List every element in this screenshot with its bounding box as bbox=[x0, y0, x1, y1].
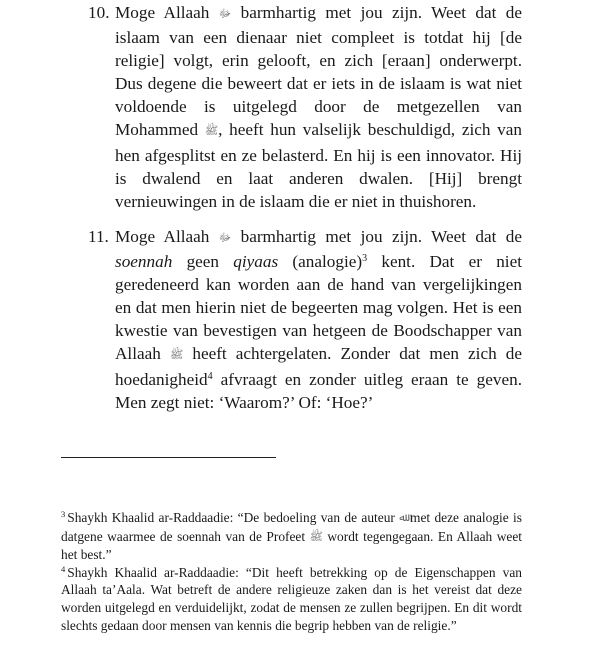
honorific-icon: ﷺ bbox=[204, 125, 219, 138]
text-segment: Shaykh Khaalid ar-Raddaadie: “Dit heeft betrekking op de Eigenschappen van Allaah ta’Aala. Wat betreft de andere religieuze zaken dan is het vereist dat deze worden uitgelegd en verduidelijkt, zodat de mensen ze zullen begrijpen. En dit wordt slechts gedaan door mensen van kennis die begrip hebben van de religie.” bbox=[61, 564, 522, 633]
footnote-4 bbox=[61, 564, 522, 634]
text-segment: met deze analogie is datgene waarmee de soennah van de Profeet bbox=[61, 510, 522, 544]
text-segment: afvraagt en zonder uitleg eraan te geven. Men zegt niet: ‘Waarom?’ Of: ‘Hoe?’ bbox=[115, 369, 523, 412]
text-segment: geen bbox=[186, 252, 220, 272]
footnote-ref-4[interactable]: 4 bbox=[207, 370, 213, 382]
item-text bbox=[115, 1, 522, 213]
text-segment: barmhartig met jou zijn. Weet dat de islaam van een dienaar niet compleet is totdat hij [de religie] volgt, erin gelooft, en zich [eraan] onderwerpt. Dus degene die beweert dat er iets in de islaam is wat niet voldoende is uitgelegd door de metgezellen van Mohammed bbox=[115, 3, 523, 140]
footnote-divider bbox=[61, 457, 276, 458]
item-number: 10. bbox=[88, 3, 110, 22]
text-segment: barmhartig met jou zijn. Weet dat de bbox=[240, 227, 523, 246]
text-segment: Moge Allaah bbox=[115, 227, 210, 246]
text-segment: kent. Dat er niet geredeneerd kan worden aan de hand van vergelijkingen en dat men hierin niet de begeerten mag volgen. Het is een kwestie van bevestigen van hetgeen de Boodschapper van Allaah bbox=[115, 252, 522, 364]
list-item-11 bbox=[88, 225, 522, 414]
footnote-ref-3[interactable]: 3 bbox=[362, 253, 368, 265]
text-segment: Shaykh Khaalid ar-Raddaadie: “De bedoeling van de auteur bbox=[67, 510, 395, 525]
honorific-icon: ﷻ bbox=[218, 232, 232, 244]
honorific-icon: ﷻ bbox=[218, 8, 232, 20]
honorific-icon: ﷲ bbox=[399, 512, 406, 524]
text-segment: (analogie) bbox=[292, 252, 363, 272]
honorific-icon: ﷺ bbox=[169, 349, 184, 362]
honorific-icon: ﷺ bbox=[309, 530, 323, 543]
text-segment: wordt tegengegaan. En Allaah weet het best.” bbox=[61, 528, 522, 563]
footnotes bbox=[61, 509, 522, 634]
footnote-3 bbox=[61, 509, 522, 564]
text-segment: heeft achtergelaten. Zonder dat men zich de hoedanigheid bbox=[115, 344, 522, 389]
footnote-marker: 4 bbox=[61, 563, 66, 574]
item-text bbox=[115, 225, 522, 414]
term-qiyaas: qiyaas bbox=[233, 252, 279, 272]
term-soennah: soennah bbox=[115, 252, 173, 272]
list-item-10 bbox=[88, 1, 522, 213]
item-number: 11. bbox=[88, 227, 109, 246]
text-segment: , heeft hun valselijk beschuldigd, zich van hen afgesplitst en ze belasterd. En hij is een innovator. Hij is dwalend en laat anderen dwalen. [Hij] brengt vernieuwingen in de islaam die er niet in thuishoren. bbox=[115, 120, 523, 211]
footnote-marker: 3 bbox=[61, 509, 66, 519]
text-segment: Moge Allaah bbox=[115, 3, 210, 22]
